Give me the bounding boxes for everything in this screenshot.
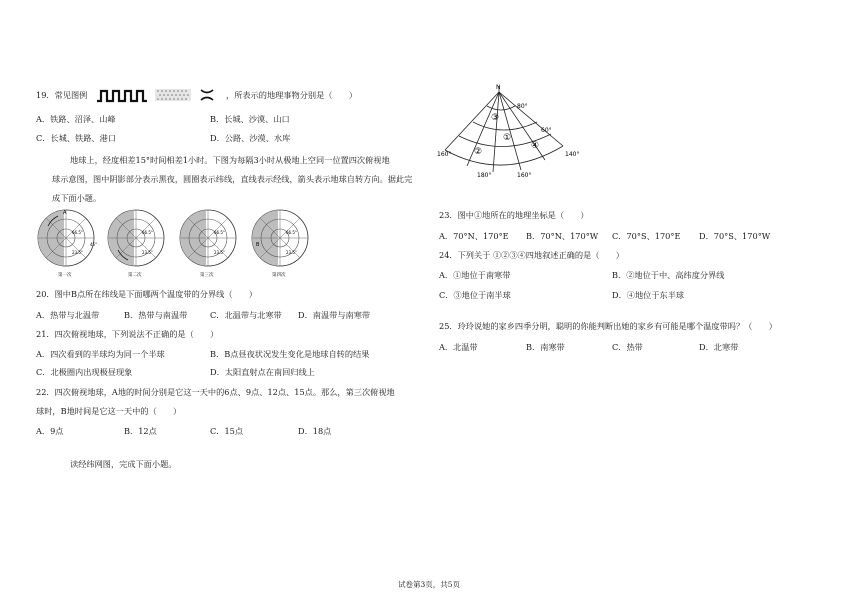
q23-option-d: D．70°S、170°W [699,231,771,241]
q22-option-d: D．18点 [298,426,332,436]
globe-4-caption: 第四次 [272,273,286,278]
q25-option-d: D．北寒带 [699,342,739,352]
q20-option-b: B．热带与南温带 [124,310,188,320]
intro-line-3: 成下面小题。 [52,193,102,203]
great-wall-symbol [97,91,147,101]
desert-symbol [155,89,191,101]
globe-4-lat: 66.5° [286,230,297,235]
point-2: ② [474,147,483,157]
q24-stem: 24．下列关于 ①②③④四地叙述正确的是（ ） [439,250,624,260]
q20-option-a: A．热带与北温带 [36,310,100,320]
q19-option-b: B．长城、沙漠、山口 [210,114,290,124]
globe-3 [180,210,236,278]
q22-stem-line-1: 22．四次俯视地球，A地的时间分别是它这一天中的6点、9点、12点、15点。那么，第三次俯视地 [36,387,395,397]
lon-label-160w: 160° [437,151,452,158]
q24-option-a: A．①地位于南寒带 [439,270,511,280]
q20-option-d: D．南温带与南寒带 [298,310,371,320]
legend-symbols [97,86,217,104]
q22-option-c: C．15点 [210,426,244,436]
globe-2 [108,210,164,278]
q21-option-a: A．四次看到的半球均为同一个半球 [36,349,165,359]
q24-option-c: C．③地位于南半球 [439,290,511,300]
q23-stem: 23．图中①地所在的地理坐标是（ ） [439,210,589,220]
q25-option-b: B．南寒带 [526,342,565,352]
lat-label-60: 60° [541,127,552,134]
globe-4-lat2: 23.5° [286,250,297,255]
q24-option-d: D．④地位于东半球 [612,290,685,300]
q24-option-b: B．②地位于中、高纬度分界线 [612,270,725,280]
q19-option-a: A．铁路、沼泽、山峰 [36,114,116,124]
point-1: ① [503,133,512,143]
q22-option-a: A．9点 [36,426,64,436]
q19-suffix: ，所表示的地理事物分别是（ ） [226,90,358,100]
globe-figures [36,206,336,286]
q25-option-a: A．北温带 [439,342,478,352]
q21-option-c: C．北极圈内出现极昼现象 [36,367,133,377]
lat-label-80: 80° [517,103,528,110]
globe-1-lat: 66.5° [72,230,83,235]
globe-1-lat2: 23.5° [72,250,83,255]
globe-4 [252,210,308,278]
globe-2-lat2: 23.5° [142,250,153,255]
q19-option-c: C．长城、铁路、港口 [36,133,116,143]
globe-1-caption: 第一次 [58,273,72,278]
read-instruction: 读经纬网图，完成下面小题。 [70,459,177,469]
point-4: ④ [531,141,540,151]
globe-3-lat2: 23.5° [214,250,225,255]
q22-stem-line-2: 球时，B地时间是它这一天中的（ ） [36,406,182,416]
q20-stem: 20．图中B点所在纬线是下面哪两个温度带的分界线（ ） [36,289,258,299]
q19-option-d: D．公路、沙漠、水库 [210,133,291,143]
globe-2-lat: 66.5° [142,230,153,235]
globe-3-lat: 66.5° [214,230,225,235]
page-footer: 试卷第3页，共5页 [398,580,461,589]
q23-option-b: B．70°N、170°W [526,231,599,241]
globe-1 [38,210,97,278]
intro-line-1: 地球上，经度相差15°时间相差1小时。下图为每隔3小时从极地上空同一位置四次俯视地 [70,155,390,165]
q21-stem: 21．四次俯视地球，下列说法不正确的是（ ） [36,329,219,339]
globe-2-caption: 第二次 [128,273,142,278]
globe-1-lon: 45° [90,242,98,247]
q25-option-c: C．热带 [612,342,643,352]
q21-option-b: B．B点昼夜状况发生变化是地球自转的结果 [210,349,370,359]
q21-option-d: D．太阳直射点在南回归线上 [210,367,315,377]
lat-lon-grid-figure [437,84,587,184]
lon-label-180: 180° [477,172,492,179]
globe-4-label-b: B [256,242,260,248]
intro-line-2: 球示意图，图中阴影部分表示黑夜，圆圈表示纬线，直线表示经线，箭头表示地球自转方向。据此完 [52,174,413,184]
q23-option-c: C．70°S、170°E [612,231,681,241]
north-label: N [496,84,501,91]
q19-prefix: 19．常见图例 [36,90,88,100]
globe-3-caption: 第三次 [200,273,214,278]
q23-option-a: A．70°N、170°E [439,231,509,241]
q25-stem: 25．玲玲说她的家乡四季分明，聪明的你能判断出她的家乡有可能是哪个温度带吗？（ ） [439,321,777,331]
globe-1-label-a: A [63,210,67,216]
q22-option-b: B．12点 [124,426,157,436]
lon-label-140: 140° [565,151,580,158]
point-3: ③ [491,113,500,123]
lon-label-160e: 160° [517,172,532,179]
q20-option-c: C．北温带与北寒带 [210,310,282,320]
pass-symbol [201,90,213,100]
